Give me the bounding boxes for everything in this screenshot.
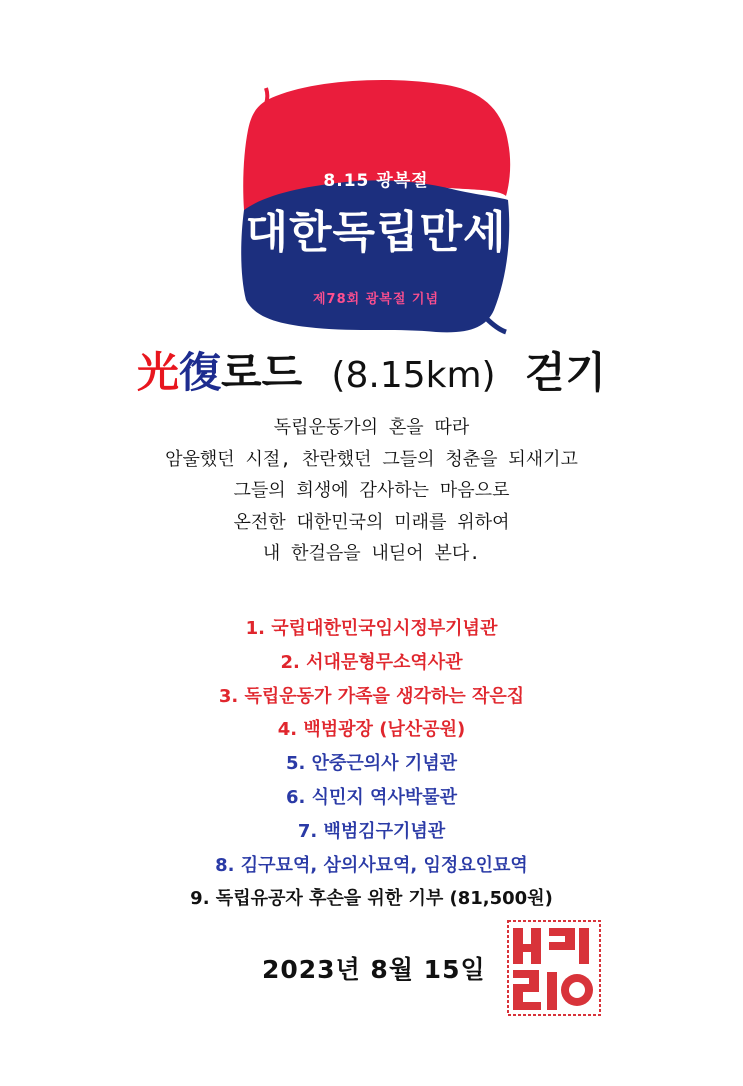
- course-item: 4. 백범광장 (남산공원): [277, 719, 466, 741]
- intro-line: 내 한걸음을 내딛어 본다.: [262, 543, 481, 564]
- page-title: [0, 340, 743, 400]
- course-item: 5. 안중근의사 기념관: [286, 753, 457, 775]
- course-item: 8. 김구묘역, 삼의사묘역, 임정요인묘역: [215, 854, 528, 876]
- title-hanja-bok: 復: [179, 348, 222, 397]
- course-item: 1. 국립대한민국임시정부기념관: [245, 618, 498, 639]
- course-item: 6. 식민지 역사박물관: [286, 786, 457, 808]
- intro-text: [0, 412, 743, 570]
- course-item: 3. 독립운동가 가족을 생각하는 작은집: [218, 685, 525, 707]
- course-item: 9. 독립유공자 후손을 위한 기부 (81,500원): [190, 888, 553, 910]
- title-hanja-gwang: 光: [136, 348, 179, 397]
- title-walk: 걷기: [524, 348, 606, 397]
- intro-line: 그들의 희생에 감사하는 마음으로: [233, 480, 510, 501]
- title-distance: (8.15km): [331, 355, 496, 396]
- course-item: 7. 백범김구기념관: [297, 820, 446, 842]
- intro-line: 독립운동가의 혼을 따라: [273, 417, 470, 438]
- seal-stamp-icon: [505, 918, 603, 1018]
- course-item: 2. 서대문형무소역사관: [280, 651, 463, 673]
- intro-line: 온전한 대한민국의 미래를 위하여: [233, 511, 510, 533]
- event-emblem: [236, 70, 516, 340]
- event-date: 2023년 8월 15일: [262, 955, 486, 984]
- intro-line: 암울했던 시절, 찬란했던 그들의 청춘을 되새기고: [165, 448, 578, 470]
- emblem-title: 대한독립만세: [245, 207, 507, 258]
- emblem-caption: 제78회 광복절 기념: [312, 292, 440, 307]
- emblem-subtitle: 8.15 광복절: [323, 171, 429, 191]
- title-road: 로드: [221, 348, 303, 397]
- course-list: [0, 612, 743, 916]
